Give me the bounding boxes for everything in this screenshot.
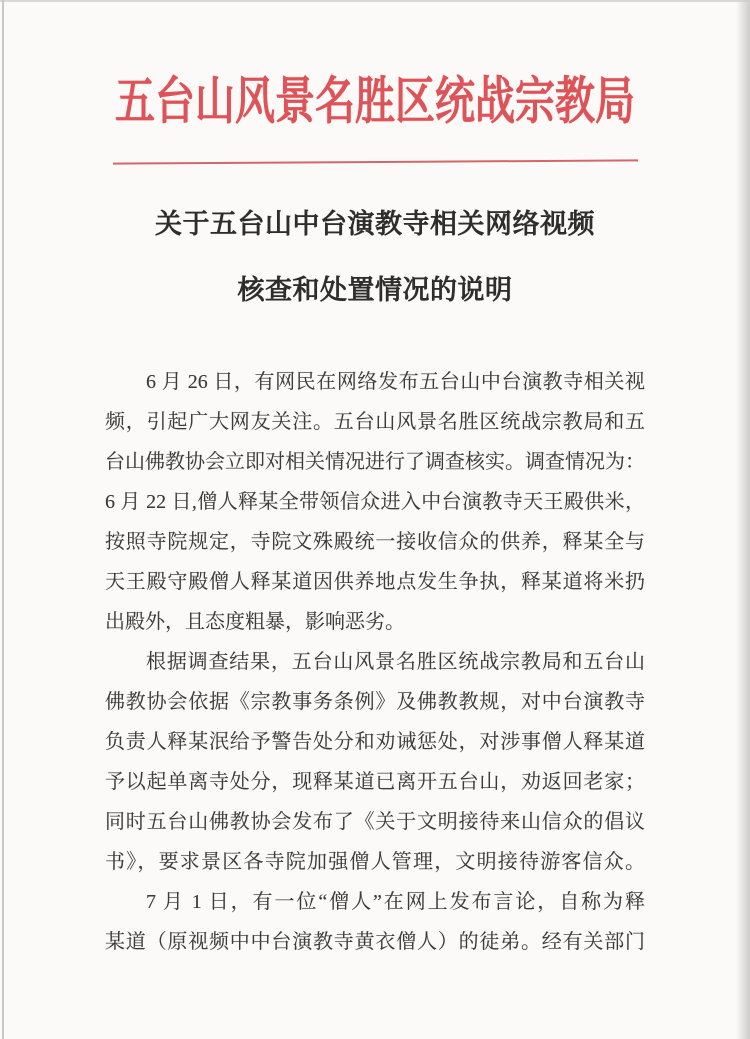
body-line: 予以起单离寺处分，现释某道已离开五台山，劝返回老家； (105, 771, 645, 793)
scan-edge-right (736, 0, 750, 1039)
body-line: 6 月 22 日,僧人释某全带领信众进入中台演教寺天王殿供米， (105, 491, 645, 513)
body-line: 负责人释某泯给予警告处分和劝诫惩处，对涉事僧人释某道 (105, 731, 645, 753)
body-line: 6 月 26 日，有网民在网络发布五台山中台演教寺相关视 (146, 371, 645, 393)
body-line: 某道（原视频中中台演教寺黄衣僧人）的徒弟。经有关部门 (105, 931, 645, 953)
body-line: 出殿外，且态度粗暴，影响恶劣。 (105, 611, 405, 633)
scan-edge-top (0, 0, 750, 2)
body-line: 台山佛教协会立即对相关情况进行了调查核实。调查情况为： (105, 451, 645, 473)
body-line: 佛教协会依据《宗教事务条例》及佛教教规，对中台演教寺 (105, 691, 645, 713)
body-line: 根据调查结果，五台山风景名胜区统战宗教局和五台山 (146, 651, 645, 673)
scan-edge-left (2, 0, 4, 1039)
organization-letterhead-title: 五台山风景名胜区统战宗教局 (115, 72, 635, 130)
body-line: 7 月 1 日，有一位“僧人”在网上发布言论，自称为释 (146, 891, 645, 913)
body-line: 同时五台山佛教协会发布了《关于文明接待来山信众的倡议 (105, 811, 645, 833)
body-line: 天王殿守殿僧人释某道因供养地点发生争执，释某道将米扔 (105, 571, 645, 593)
document-body (105, 362, 645, 962)
body-line: 按照寺院规定，寺院文殊殿统一接收信众的供养，释某全与 (105, 531, 645, 553)
body-line: 书》，要求景区各寺院加强僧人管理，文明接待游客信众。 (105, 851, 645, 873)
document-title-line-1: 关于五台山中台演教寺相关网络视频 (155, 209, 595, 239)
body-line: 频，引起广大网友关注。五台山风景名胜区统战宗教局和五 (105, 411, 645, 433)
paragraph-followup (105, 882, 645, 962)
document-title (0, 191, 750, 323)
letterhead-divider-line (112, 159, 637, 164)
paragraph-investigation (105, 362, 645, 642)
paragraph-disposition (105, 642, 645, 882)
document-title-line-2: 核查和处置情况的说明 (237, 275, 513, 305)
